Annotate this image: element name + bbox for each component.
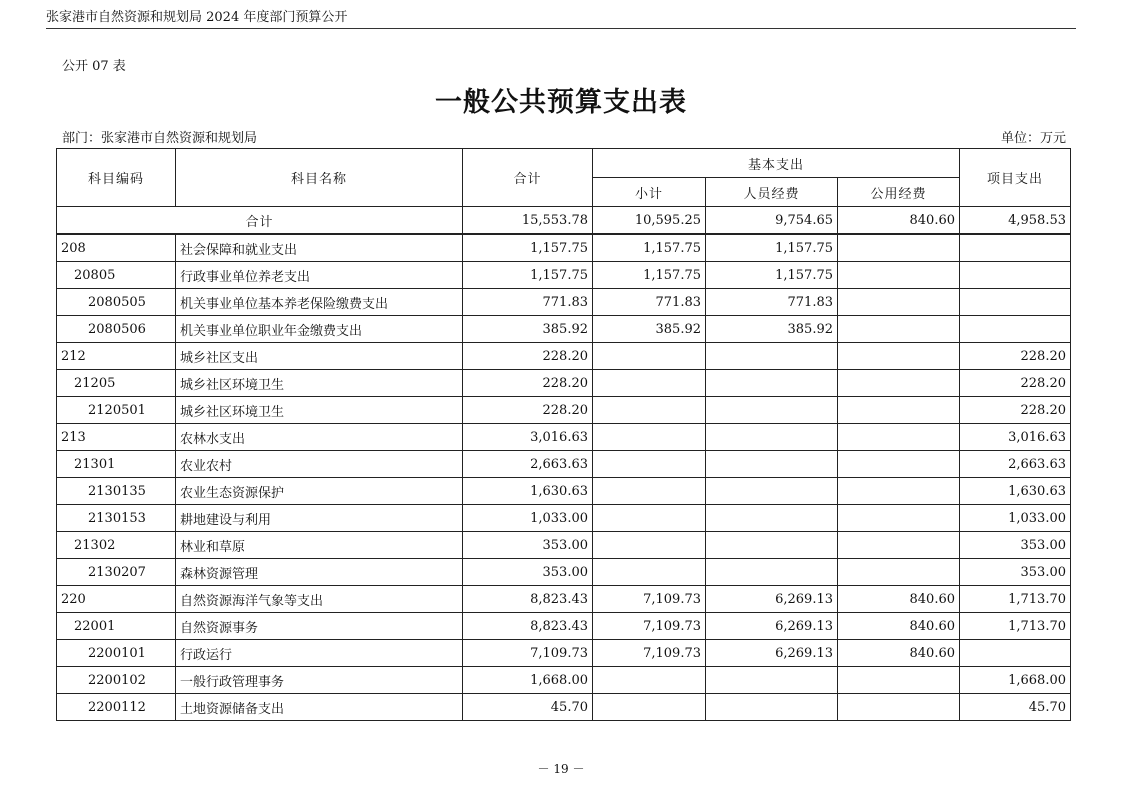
row-personnel: 6,269.13 — [706, 640, 838, 667]
table-row — [57, 316, 1071, 343]
table-row — [57, 451, 1071, 478]
table-row — [57, 397, 1071, 424]
budget-table — [56, 148, 1071, 721]
row-name: 自然资源海洋气象等支出 — [176, 586, 463, 613]
row-public — [838, 234, 960, 262]
row-subtotal — [593, 559, 706, 586]
row-total: 1,157.75 — [463, 234, 593, 262]
row-project: 353.00 — [960, 559, 1071, 586]
row-personnel — [706, 559, 838, 586]
row-name: 一般行政管理事务 — [176, 667, 463, 694]
row-code: 21205 — [57, 370, 176, 397]
row-project — [960, 640, 1071, 667]
row-total: 45.70 — [463, 694, 593, 721]
col-header-public: 公用经费 — [838, 178, 960, 207]
col-header-subtotal: 小计 — [593, 178, 706, 207]
row-code: 220 — [57, 586, 176, 613]
row-public — [838, 505, 960, 532]
row-code: 2130153 — [57, 505, 176, 532]
row-total: 771.83 — [463, 289, 593, 316]
row-subtotal — [593, 505, 706, 532]
row-personnel: 1,157.75 — [706, 262, 838, 289]
row-name: 机关事业单位基本养老保险缴费支出 — [176, 289, 463, 316]
total-project: 4,958.53 — [960, 207, 1071, 235]
row-subtotal — [593, 532, 706, 559]
row-code: 2200112 — [57, 694, 176, 721]
row-subtotal — [593, 424, 706, 451]
total-total: 15,553.78 — [463, 207, 593, 235]
table-row — [57, 505, 1071, 532]
table-row — [57, 343, 1071, 370]
form-number: 公开 07 表 — [62, 59, 126, 74]
table-row — [57, 559, 1071, 586]
table-row — [57, 694, 1071, 721]
row-public — [838, 451, 960, 478]
row-code: 2120501 — [57, 397, 176, 424]
row-name: 农林水支出 — [176, 424, 463, 451]
row-total: 1,630.63 — [463, 478, 593, 505]
row-personnel — [706, 451, 838, 478]
row-code: 21302 — [57, 532, 176, 559]
table-row — [57, 586, 1071, 613]
row-total: 1,668.00 — [463, 667, 593, 694]
row-personnel: 1,157.75 — [706, 234, 838, 262]
col-header-name: 科目名称 — [176, 149, 463, 207]
row-code: 2080506 — [57, 316, 176, 343]
row-personnel — [706, 694, 838, 721]
table-row — [57, 424, 1071, 451]
row-personnel — [706, 667, 838, 694]
row-public — [838, 478, 960, 505]
row-subtotal: 7,109.73 — [593, 586, 706, 613]
row-total: 8,823.43 — [463, 586, 593, 613]
row-total: 2,663.63 — [463, 451, 593, 478]
row-code: 2130135 — [57, 478, 176, 505]
row-personnel: 771.83 — [706, 289, 838, 316]
row-subtotal: 771.83 — [593, 289, 706, 316]
row-name: 城乡社区环境卫生 — [176, 397, 463, 424]
row-subtotal — [593, 451, 706, 478]
row-personnel — [706, 505, 838, 532]
row-public: 840.60 — [838, 640, 960, 667]
unit-label: 单位：万元 — [1000, 131, 1066, 146]
row-code: 208 — [57, 234, 176, 262]
row-name: 土地资源储备支出 — [176, 694, 463, 721]
row-personnel — [706, 397, 838, 424]
row-project: 3,016.63 — [960, 424, 1071, 451]
row-total: 228.20 — [463, 397, 593, 424]
col-header-code: 科目编码 — [57, 149, 176, 207]
row-total: 228.20 — [463, 370, 593, 397]
row-name: 行政运行 — [176, 640, 463, 667]
row-total: 1,033.00 — [463, 505, 593, 532]
row-public — [838, 289, 960, 316]
row-project: 353.00 — [960, 532, 1071, 559]
department-label: 部门：张家港市自然资源和规划局 — [62, 131, 258, 146]
row-project — [960, 316, 1071, 343]
row-project — [960, 234, 1071, 262]
row-public: 840.60 — [838, 586, 960, 613]
table-row — [57, 667, 1071, 694]
row-subtotal: 1,157.75 — [593, 262, 706, 289]
row-project — [960, 289, 1071, 316]
row-total: 7,109.73 — [463, 640, 593, 667]
table-row — [57, 613, 1071, 640]
row-personnel — [706, 370, 838, 397]
col-header-total: 合计 — [463, 149, 593, 207]
col-header-personnel: 人员经费 — [706, 178, 838, 207]
row-subtotal: 385.92 — [593, 316, 706, 343]
row-public — [838, 262, 960, 289]
page-number: － 19 － — [537, 762, 585, 776]
row-name: 城乡社区环境卫生 — [176, 370, 463, 397]
row-personnel — [706, 343, 838, 370]
row-project: 228.20 — [960, 370, 1071, 397]
row-project: 1,713.70 — [960, 613, 1071, 640]
page-header: 张家港市自然资源和规划局 2024 年度部门预算公开 — [46, 10, 1076, 29]
row-project: 1,668.00 — [960, 667, 1071, 694]
row-code: 21301 — [57, 451, 176, 478]
col-header-project: 项目支出 — [960, 149, 1071, 207]
row-total: 353.00 — [463, 532, 593, 559]
row-project: 228.20 — [960, 397, 1071, 424]
row-project: 1,630.63 — [960, 478, 1071, 505]
table-row — [57, 289, 1071, 316]
row-public — [838, 370, 960, 397]
row-code: 20805 — [57, 262, 176, 289]
row-project: 228.20 — [960, 343, 1071, 370]
row-project: 45.70 — [960, 694, 1071, 721]
row-name: 机关事业单位职业年金缴费支出 — [176, 316, 463, 343]
row-code: 212 — [57, 343, 176, 370]
table-row — [57, 640, 1071, 667]
row-subtotal — [593, 667, 706, 694]
total-subtotal: 10,595.25 — [593, 207, 706, 235]
total-public: 840.60 — [838, 207, 960, 235]
row-project: 2,663.63 — [960, 451, 1071, 478]
row-personnel: 385.92 — [706, 316, 838, 343]
row-project: 1,033.00 — [960, 505, 1071, 532]
row-code: 22001 — [57, 613, 176, 640]
table-row — [57, 370, 1071, 397]
row-code: 2200102 — [57, 667, 176, 694]
total-personnel: 9,754.65 — [706, 207, 838, 235]
row-public — [838, 532, 960, 559]
row-personnel: 6,269.13 — [706, 613, 838, 640]
row-name: 耕地建设与利用 — [176, 505, 463, 532]
row-project — [960, 262, 1071, 289]
row-code: 2130207 — [57, 559, 176, 586]
row-subtotal: 1,157.75 — [593, 234, 706, 262]
row-name: 林业和草原 — [176, 532, 463, 559]
row-name: 社会保障和就业支出 — [176, 234, 463, 262]
row-public — [838, 316, 960, 343]
row-total: 3,016.63 — [463, 424, 593, 451]
row-code: 2200101 — [57, 640, 176, 667]
row-subtotal — [593, 343, 706, 370]
row-personnel — [706, 424, 838, 451]
col-header-basic: 基本支出 — [593, 149, 960, 178]
row-total: 385.92 — [463, 316, 593, 343]
row-public — [838, 343, 960, 370]
row-name: 农业农村 — [176, 451, 463, 478]
row-public — [838, 694, 960, 721]
row-name: 行政事业单位养老支出 — [176, 262, 463, 289]
total-label: 合计 — [57, 207, 463, 235]
row-name: 城乡社区支出 — [176, 343, 463, 370]
row-total: 1,157.75 — [463, 262, 593, 289]
table-row — [57, 262, 1071, 289]
row-code: 2080505 — [57, 289, 176, 316]
row-subtotal — [593, 478, 706, 505]
row-subtotal: 7,109.73 — [593, 640, 706, 667]
row-code: 213 — [57, 424, 176, 451]
row-name: 农业生态资源保护 — [176, 478, 463, 505]
row-public — [838, 397, 960, 424]
total-row — [57, 207, 1071, 235]
row-public — [838, 424, 960, 451]
row-personnel — [706, 532, 838, 559]
row-subtotal — [593, 370, 706, 397]
row-name: 自然资源事务 — [176, 613, 463, 640]
row-public — [838, 667, 960, 694]
row-total: 8,823.43 — [463, 613, 593, 640]
table-row — [57, 532, 1071, 559]
table-row — [57, 234, 1071, 262]
row-personnel — [706, 478, 838, 505]
page-title: 一般公共预算支出表 — [435, 87, 687, 118]
row-subtotal — [593, 397, 706, 424]
row-total: 353.00 — [463, 559, 593, 586]
table-row — [57, 478, 1071, 505]
row-subtotal: 7,109.73 — [593, 613, 706, 640]
row-personnel: 6,269.13 — [706, 586, 838, 613]
row-subtotal — [593, 694, 706, 721]
row-public: 840.60 — [838, 613, 960, 640]
row-total: 228.20 — [463, 343, 593, 370]
row-project: 1,713.70 — [960, 586, 1071, 613]
row-public — [838, 559, 960, 586]
row-name: 森林资源管理 — [176, 559, 463, 586]
